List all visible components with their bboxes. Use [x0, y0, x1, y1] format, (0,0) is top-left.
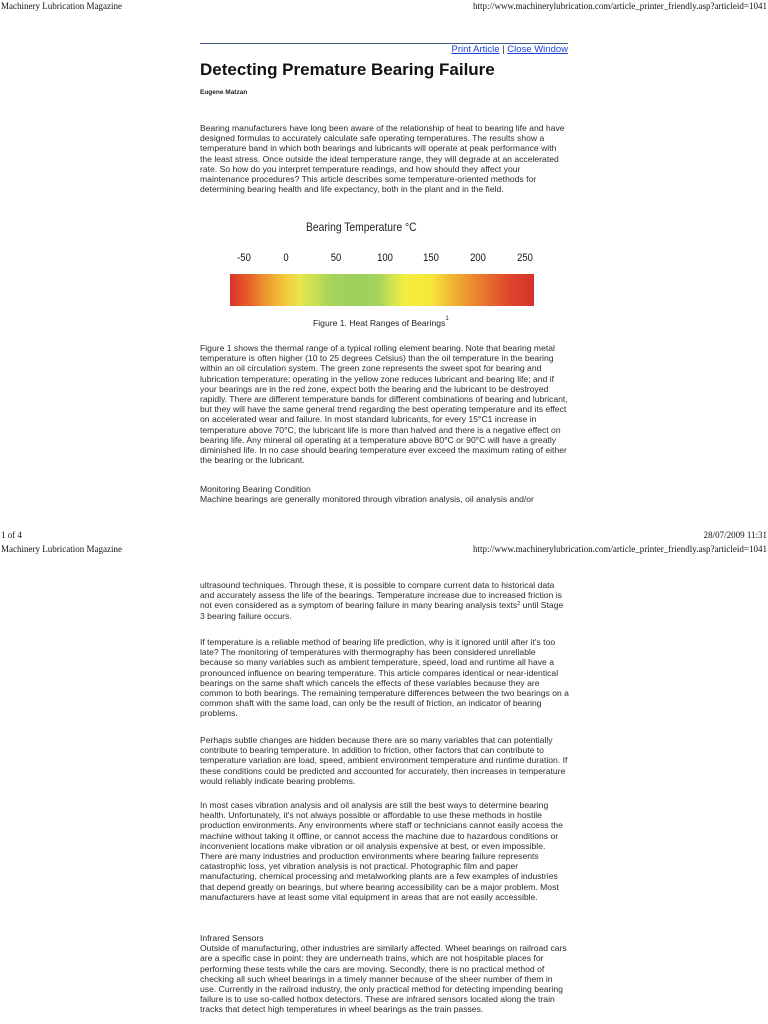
figure-caption-text: Figure 1. Heat Ranges of Bearings	[313, 318, 446, 328]
section-block	[200, 484, 570, 504]
link-separator: |	[502, 44, 505, 55]
print-header	[0, 544, 768, 557]
paragraph-block	[200, 580, 570, 621]
body-paragraph: Outside of manufacturing, other industries are similarly affected. Wheel bearings on railroad cars are a specific case in point: they are underneath trains, which are not hospitable places for performing these tests while the cars are moving. Secondly, there is no practical method of checking all such wheel bearings in a timely manner because of the sheer number of them in use. Currently in the railroad industry, the only practical method for detecting impending bearing failure is to use so-called hotbox detectors. These are infrared sensors located along the train tracks that detect high temperatures in wheel bearings as the train passes.	[200, 943, 567, 1015]
scale-label: 50	[330, 252, 342, 264]
section-heading: Infrared Sensors	[200, 933, 264, 943]
footer-page-number: 1 of 4	[1, 530, 22, 540]
body-text: until Stage 3 bearing failure occurs.	[200, 600, 564, 621]
footnote-marker: 2	[517, 601, 521, 608]
figure-caption	[313, 318, 449, 328]
body-paragraph: In most cases vibration analysis and oil analysis are still the best ways to determine bearing health. Unfortunately, it's not always possible or affordable to use these methods in hostile production environments. Any environments where staff or technicians cannot easily access the machine without taking it offline, or cannot access the machine due to hazardous conditions or inconvenient locations make vibration or oil analysis expensive at best, or even impossible. There are many industries and production environments where bearing failure represents catastrophic loss, yet vibration analysis is not practical. Photographic film and paper manufacturing, chemical processing and metalworking plants are a few examples of industries that depend greatly on bearings, but where bearing accessibility can be a major problem. Most manufacturers have at least some vital equipment in areas that are not easily accessible.	[200, 800, 563, 902]
article-links	[451, 44, 568, 55]
scale-label: 100	[377, 252, 393, 264]
paragraph-block	[200, 637, 570, 719]
figure-caption-footnote: 1	[445, 316, 449, 322]
body-paragraph: If temperature is a reliable method of bearing life prediction, why is it ignored until after it's too late? The monitoring of temperatures with thermography has been considered unreliable because so many variables such as ambient temperature, speed, load and runtime all have a pronounced influence on bearing temperature. This article compares identical or near-identical bearings on the same shaft which cancels the effects of these variables because they are common to both bearings. The remaining temperature differences between the two bearings on a common shaft with the same load, can only be the result of friction, an indicator of bearing problems.	[200, 637, 569, 719]
footer-timestamp: 28/07/2009 11:31	[703, 530, 767, 540]
figure-heat-ranges	[230, 218, 536, 333]
section-heading: Monitoring Bearing Condition	[200, 484, 311, 494]
body-text: ultrasound techniques. Through these, it is possible to compare current data to historical data and accurately assess the life of the bearings. Temperature increase due to increased friction is not even considered as a symptom of bearing failure in many bearing analysis texts	[200, 580, 562, 611]
print-page-2	[0, 530, 768, 1024]
header-site-name: Machinery Lubrication Magazine	[1, 544, 122, 554]
close-window-link[interactable]: Close Window	[507, 44, 568, 55]
scale-label: -50	[237, 252, 251, 264]
body-paragraph	[200, 580, 570, 621]
body-paragraph: Figure 1 shows the thermal range of a typical rolling element bearing. Note that bearing metal temperature is often higher (10 to 25 degrees Celsius) than the oil temperature in the bearing within an oil circulation system. The green zone represents the sweet spot for bearing and lubrication temperature; operating in the yellow zone reduces lubricant and bearing life; and if your bearings are in the red zone, expect both the bearing and the lubricant to be destroyed rapidly. There are different temperature bands for different combinations of bearing and lubricant, but they will have the same general trend regarding the best operating temperature and its effect on accelerated wear and failure. In most standard lubricants, for every 15°C1 increase in temperature above 70°C, the lubricant life is more than halved and there is a negative effect on bearing life. Any mineral oil operating at a temperature above 80°C or 90°C will have a greatly diminished life. In no case should bearing temperature ever exceed the maximum rating of either the bearing or the lubricant.	[200, 343, 568, 466]
print-article-link[interactable]: Print Article	[451, 44, 500, 55]
intro-paragraph: Bearing manufacturers have long been aware of the relationship of heat to bearing life and have designed formulas to accurately calculate safe operating temperatures. The results show a temperature band in which both bearings and lubricants will operate at peak performance with the least stress. Once outside the ideal temperature range, they will degrade at an accelerated rate. So how do you interpret temperature readings, and how should they affect your maintenance procedures? This article describes some temperature-oriented methods for determining bearing health and life expectancy, both in the plant and in the field.	[200, 123, 565, 195]
header-url: http://www.machinerylubrication.com/article_printer_friendly.asp?articleid=1041	[472, 1, 767, 11]
body-paragraph: Machine bearings are generally monitored through vibration analysis, oil analysis and/or	[200, 494, 534, 505]
scale-label: 0	[283, 252, 289, 264]
print-header	[0, 1, 768, 14]
scale-label: 150	[423, 252, 439, 264]
body-paragraph-block	[200, 343, 570, 465]
scale-label: 200	[470, 252, 486, 264]
paragraph-block	[200, 735, 570, 786]
temperature-gradient-bar	[230, 274, 534, 306]
header-url: http://www.machinerylubrication.com/article_printer_friendly.asp?articleid=1041	[472, 544, 767, 554]
header-site-name: Machinery Lubrication Magazine	[1, 1, 122, 11]
section-block	[200, 933, 570, 1015]
paragraph-block	[200, 800, 570, 902]
figure-title: Bearing Temperature °C	[306, 220, 417, 234]
article-title: Detecting Premature Bearing Failure	[200, 60, 495, 79]
article-author: Eugene Matzan	[200, 89, 248, 96]
intro-paragraph-block	[200, 123, 570, 194]
body-paragraph: Perhaps subtle changes are hidden because there are so many variables that can potentially contribute to bearing temperature. In addition to friction, other factors that can contribute to temperature variation are load, speed, ambient environment temperature and runtime duration. If these conditions could be predicted and accounted for accurately, then increases in temperature would reliably indicate bearing problems.	[200, 735, 568, 786]
scale-label: 250	[517, 252, 533, 264]
